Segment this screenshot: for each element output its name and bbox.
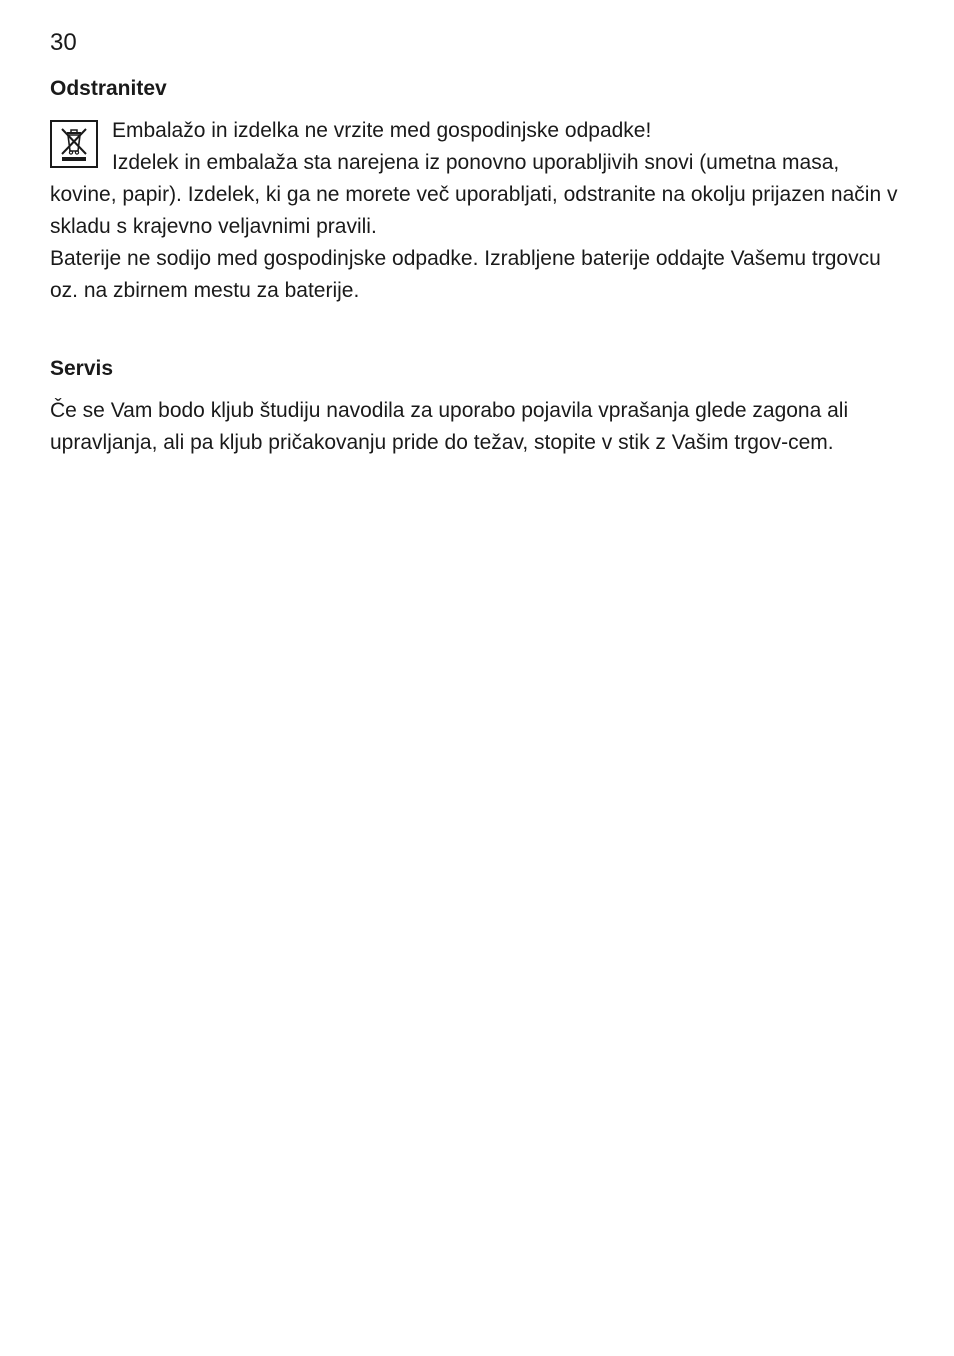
page-number: 30 bbox=[50, 29, 77, 56]
service-paragraph: Če se Vam bodo kljub študiju navodila za uporabo pojavila vprašanja glede zagona ali upravljanja, ali pa kljub pričakovanju pride do težav, stopite v stik z Vašim trgov-cem. bbox=[50, 399, 849, 454]
disposal-paragraph-1 bbox=[50, 115, 900, 243]
disposal-section bbox=[50, 74, 900, 307]
disposal-paragraph-2: Baterije ne sodijo med gospodinjske odpadke. Izrabljene baterije oddajte Vašemu trgovcu oz. na zbirnem mestu za baterije. bbox=[50, 247, 881, 302]
crossed-out-wheelie-bin-icon bbox=[50, 120, 98, 168]
service-heading: Servis bbox=[50, 357, 114, 380]
service-section bbox=[50, 354, 900, 459]
disposal-paragraph-1-lead: Embalažo in izdelka ne vrzite med gospodinjske odpadke! bbox=[112, 119, 652, 142]
disposal-paragraph-1-body: Izdelek in embalaža sta narejena iz ponovno uporabljivih snovi (umetna masa, kovine, papir). Izdelek, ki ga ne morete več uporabljati, odstranite na okolju prijazen način v skladu s krajevno veljavnimi pravili. bbox=[50, 151, 898, 238]
disposal-heading: Odstranitev bbox=[50, 77, 167, 100]
